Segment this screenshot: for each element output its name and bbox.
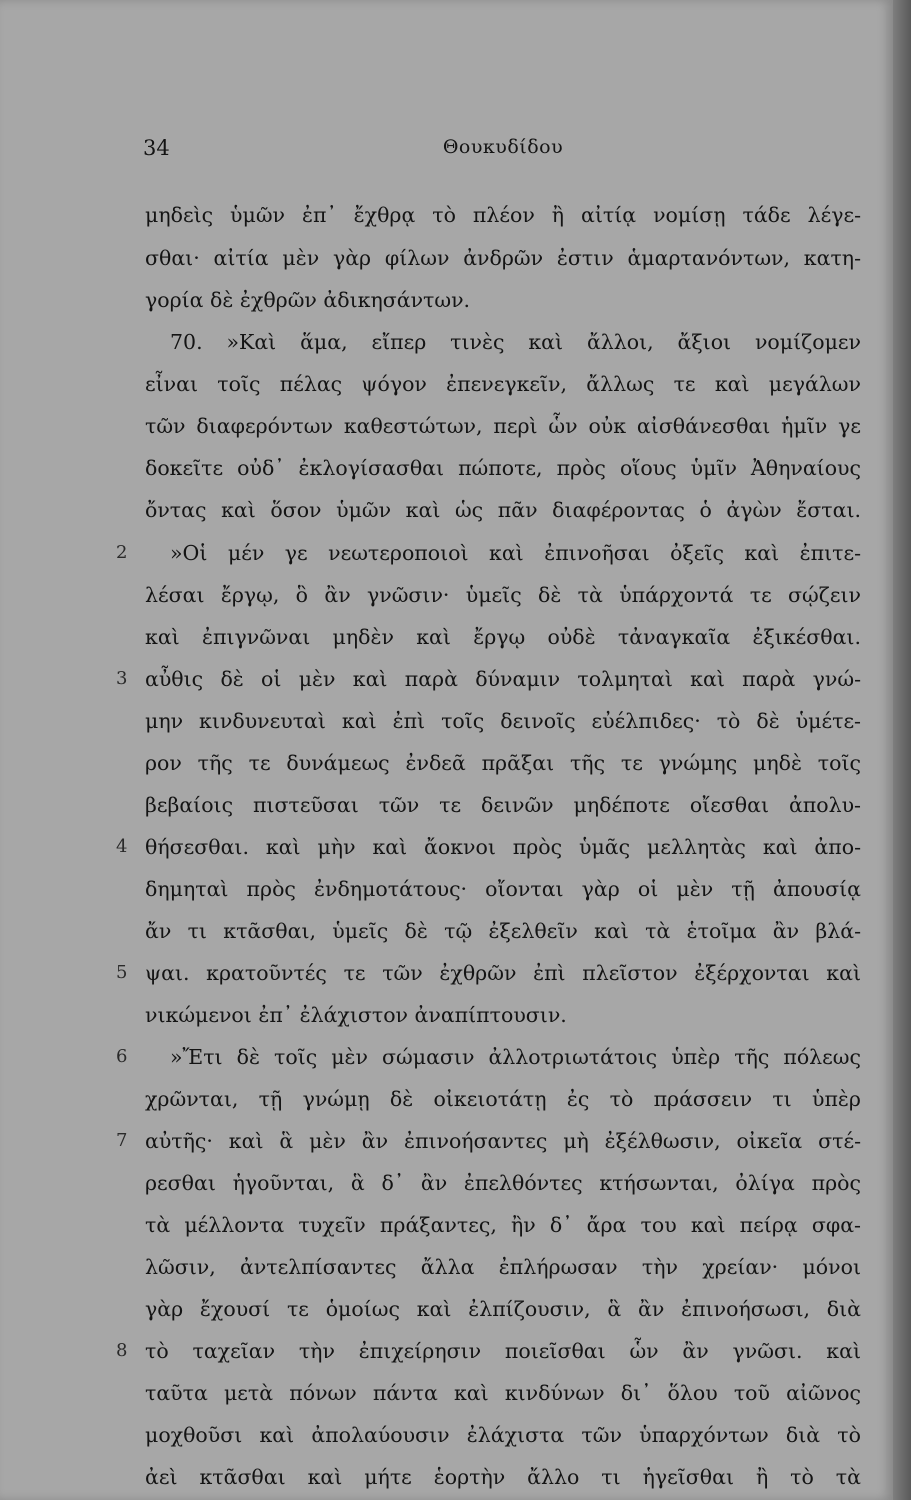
text-line: ἀεὶ κτᾶσθαι καὶ μήτε ἑορτὴν ἄλλο τι ἡγεῖσθαι ἢ τὸ τὰ [145, 1465, 861, 1489]
text-line: λέσαι ἔργῳ, ὃ ἂν γνῶσιν· ὑμεῖς δὲ τὰ ὑπάρχοντά τε σῴζειν [145, 583, 861, 607]
text-line: νικώμενοι ἐπ᾽ ἐλάχιστον ἀναπίπτουσιν. [145, 1003, 567, 1027]
text-line: θήσεσθαι. καὶ μὴν καὶ ἄοκνοι πρὸς ὑμᾶς μελλητὰς καὶ ἀπο- [145, 835, 861, 859]
text-line: »Ἔτι δὲ τοῖς μὲν σώμασιν ἀλλοτριωτάτοις ὑπὲρ τῆς πόλεως [170, 1045, 861, 1069]
text-line: αὖθις δὲ οἱ μὲν καὶ παρὰ δύναμιν τολμηταὶ καὶ παρὰ γνώ- [145, 667, 861, 691]
text-line: χρῶνται, τῇ γνώμῃ δὲ οἰκειοτάτῃ ἐς τὸ πράσσειν τι ὑπὲρ [145, 1087, 861, 1111]
text-line: μηδεὶς ὑμῶν ἐπ᾽ ἔχθρᾳ τὸ πλέον ἢ αἰτίᾳ νομίσῃ τάδε λέγε- [145, 203, 861, 227]
text-line: λῶσιν, ἀντελπίσαντες ἄλλα ἐπλήρωσαν τὴν χρείαν· μόνοι [145, 1255, 861, 1279]
margin-number: 5 [116, 962, 128, 983]
text-line: γὰρ ἔχουσί τε ὁμοίως καὶ ἐλπίζουσιν, ἃ ἂν ἐπινοήσωσι, διὰ [145, 1297, 861, 1321]
text-line: δοκεῖτε οὐδ᾽ ἐκλογίσασθαι πώποτε, πρὸς οἵους ὑμῖν Ἀθηναίους [145, 456, 861, 480]
text-line: μοχθοῦσι καὶ ἀπολαύουσιν ἐλάχιστα τῶν ὑπαρχόντων διὰ τὸ [145, 1423, 861, 1447]
running-title: Θουκυδίδου [442, 136, 564, 158]
margin-number: 8 [116, 1340, 128, 1361]
text-line: αὐτῆς· καὶ ἃ μὲν ἂν ἐπινοήσαντες μὴ ἐξέλθωσιν, οἰκεῖα στέ- [145, 1129, 861, 1153]
text-line: τῶν διαφερόντων καθεστώτων, περὶ ὧν οὐκ αἰσθάνεσθαι ἡμῖν γε [145, 414, 861, 438]
text-line: ψαι. κρατοῦντές τε τῶν ἐχθρῶν ἐπὶ πλεῖστον ἐξέρχονται καὶ [145, 961, 861, 985]
text-line: τὰ μέλλοντα τυχεῖν πράξαντες, ἢν δ᾽ ἄρα του καὶ πείρᾳ σφα- [145, 1213, 861, 1237]
margin-number: 3 [116, 668, 128, 689]
margin-number: 2 [116, 542, 128, 563]
text-line: καὶ ἐπιγνῶναι μηδὲν καὶ ἔργῳ οὐδὲ τἀναγκαῖα ἐξικέσθαι. [145, 625, 861, 649]
text-line: 70. »Καὶ ἅμα, εἴπερ τινὲς καὶ ἄλλοι, ἄξιοι νομίζομεν [170, 330, 861, 354]
text-line: ὄντας καὶ ὅσον ὑμῶν καὶ ὡς πᾶν διαφέροντας ὁ ἀγὼν ἔσται. [145, 498, 861, 522]
text-line: δημηταὶ πρὸς ἐνδημοτάτους· οἴονται γὰρ οἱ μὲν τῇ ἀπουσίᾳ [145, 877, 861, 901]
text-line: μην κινδυνευταὶ καὶ ἐπὶ τοῖς δεινοῖς εὐέλπιδες· τὸ δὲ ὑμέτε- [145, 709, 861, 733]
text-line: βεβαίοις πιστεῦσαι τῶν τε δεινῶν μηδέποτε οἴεσθαι ἀπολυ- [145, 793, 861, 817]
margin-number: 7 [116, 1130, 128, 1151]
text-line: »Οἱ μέν γε νεωτεροποιοὶ καὶ ἐπινοῆσαι ὀξεῖς καὶ ἐπιτε- [170, 541, 861, 565]
text-line: ρον τῆς τε δυνάμεως ἐνδεᾶ πρᾶξαι τῆς τε γνώμης μηδὲ τοῖς [145, 751, 861, 775]
text-line: σθαι· αἰτία μὲν γὰρ φίλων ἀνδρῶν ἐστιν ἁμαρτανόντων, κατη- [145, 246, 861, 270]
margin-number: 6 [116, 1046, 128, 1067]
page-number: 34 [143, 136, 170, 160]
text-line: εἶναι τοῖς πέλας ψόγον ἐπενεγκεῖν, ἄλλως τε καὶ μεγάλων [145, 372, 861, 396]
text-line: τὸ ταχεῖαν τὴν ἐπιχείρησιν ποιεῖσθαι ὧν ἂν γνῶσι. καὶ [145, 1339, 861, 1363]
text-line: ἄν τι κτᾶσθαι, ὑμεῖς δὲ τῷ ἐξελθεῖν καὶ τὰ ἑτοῖμα ἂν βλά- [145, 919, 861, 943]
text-line: ταῦτα μετὰ πόνων πάντα καὶ κινδύνων δι᾽ ὅλου τοῦ αἰῶνος [145, 1381, 861, 1405]
text-line: γορία δὲ ἐχθρῶν ἀδικησάντων. [145, 288, 471, 312]
text-line: ρεσθαι ἡγοῦνται, ἃ δ᾽ ἂν ἐπελθόντες κτήσωνται, ὀλίγα πρὸς [145, 1171, 861, 1195]
margin-number: 4 [116, 836, 128, 857]
